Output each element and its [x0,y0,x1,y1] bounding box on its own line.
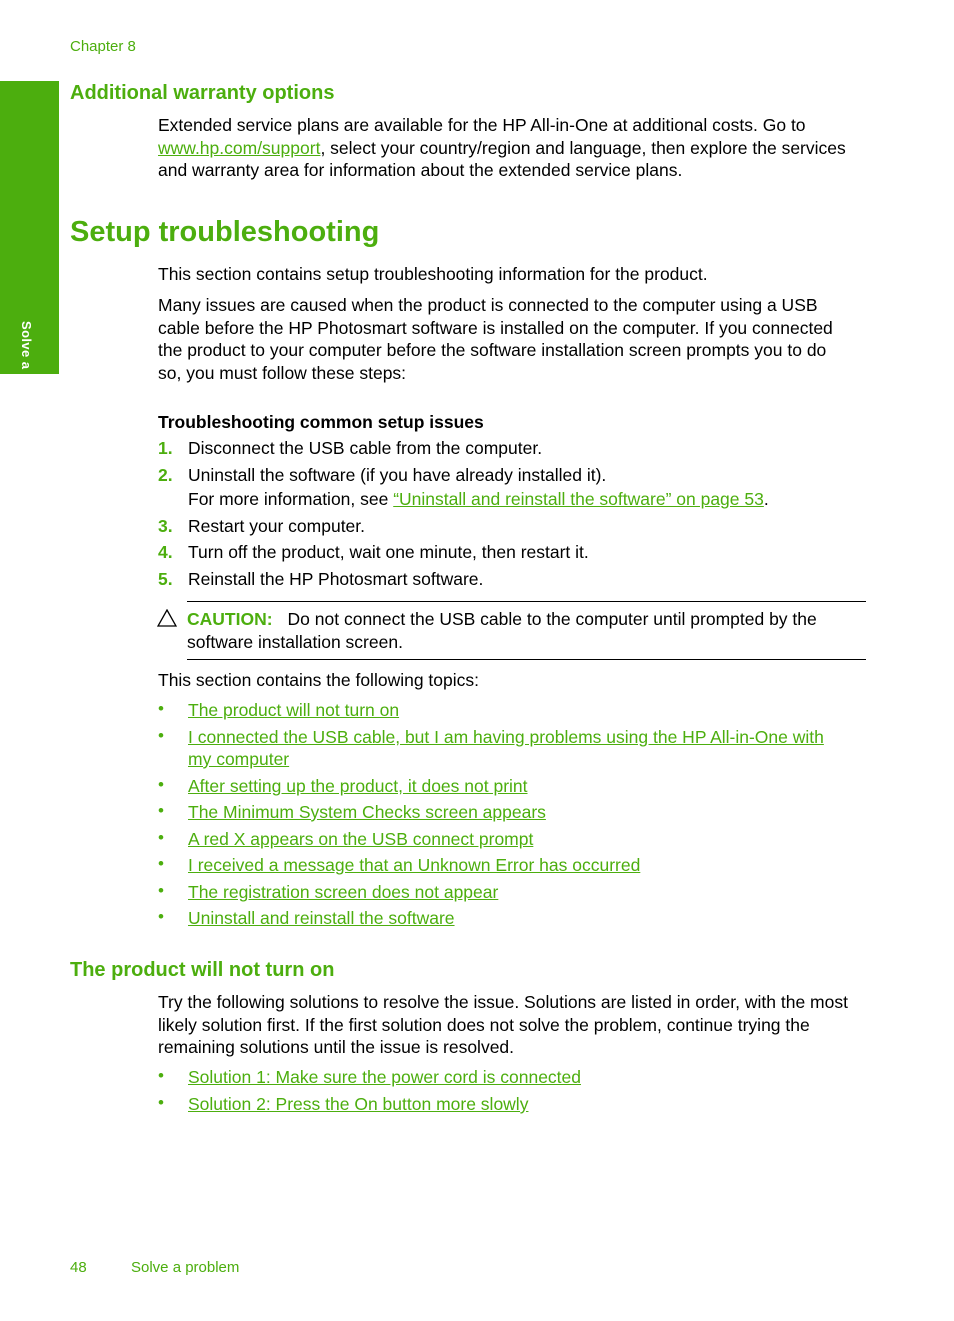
step-text: Turn off the product, wait one minute, then restart it. [188,542,589,562]
step-number: 5. [158,569,173,589]
bullet: • [158,699,164,718]
setup-subheading: Troubleshooting common setup issues [158,412,484,432]
chapter-label: Chapter 8 [70,38,136,55]
warranty-line-2 [158,137,878,160]
warranty-line-1: Extended service plans are available for the HP All-in-One at additional costs. Go to [158,115,806,135]
step-2-more-suffix: . [763,489,769,509]
step-number: 3. [158,516,173,536]
warranty-line-3: and warranty area for information about the extended service plans. [158,160,683,180]
bullet: • [158,726,164,745]
caution-triangle-icon [157,609,177,627]
uninstall-reference-link[interactable] [393,489,764,509]
solution-link[interactable]: Solution 2: Press the On button more slowly [188,1094,529,1114]
step-text: Reinstall the HP Photosmart software. [188,569,484,589]
power-paragraph [158,991,878,1059]
step-number: 2. [158,465,173,485]
setup-para-line: the product to your computer before the software installation screen prompts you to do [158,340,827,360]
footer-section: Solve a problem [131,1259,240,1276]
side-tab-label: Solve a problem [19,321,34,428]
step-2-more-prefix: For more information, see [188,489,394,509]
bullet: • [158,907,164,926]
solution-link[interactable]: Solution 1: Make sure the power cord is connected [188,1067,581,1087]
topic-link[interactable]: The registration screen does not appear [188,882,499,902]
power-line: Try the following solutions to resolve the issue. Solutions are listed in order, with the most [158,992,848,1012]
topics-intro: This section contains the following topics: [158,670,479,690]
topic-link[interactable]: After setting up the product, it does not print [188,776,528,796]
uninstall-reference-link-text[interactable]: “Uninstall and reinstall the software” on page 53 [393,489,764,509]
bullet: • [158,1066,164,1085]
hp-support-link[interactable]: www.hp.com/support [158,137,321,158]
bullet: • [158,775,164,794]
step-number: 4. [158,542,173,562]
bullet: • [158,801,164,820]
step-number: 1. [158,438,173,458]
step-text: Disconnect the USB cable from the computer. [188,438,543,458]
caution-bottom-rule [187,659,866,660]
step-text: Restart your computer. [188,516,366,536]
setup-intro: This section contains setup troubleshooting information for the product. [158,264,708,284]
caution-line-1: Do not connect the USB cable to the computer until prompted by the [287,609,817,629]
bullet: • [158,854,164,873]
topic-link-continued[interactable]: my computer [188,749,290,769]
setup-para-line: cable before the HP Photosmart software is installed on the computer. If you connected [158,317,833,338]
caution-top-rule [187,601,866,602]
power-line: remaining solutions until the issue is resolved. [158,1037,515,1057]
power-heading: The product will not turn on [70,959,335,981]
bullet: • [158,828,164,847]
bullet: • [158,1093,164,1112]
caution-line-2: software installation screen. [187,631,403,652]
warranty-heading: Additional warranty options [70,82,335,104]
setup-para-line: Many issues are caused when the product is connected to the computer using a USB [158,295,818,315]
topic-link[interactable]: Uninstall and reinstall the software [188,908,455,928]
topic-link[interactable]: The Minimum System Checks screen appears [188,802,546,822]
warranty-line-2-text: , select your country/region and language, then explore the services [320,137,846,158]
warranty-paragraph [158,114,878,182]
topic-link[interactable]: The product will not turn on [188,700,400,720]
page-title: Setup troubleshooting [70,216,380,248]
topic-link[interactable]: A red X appears on the USB connect prompt [188,829,534,849]
step-2-more-info [188,489,769,510]
caution-text [187,608,867,653]
topic-link[interactable]: I connected the USB cable, but I am having problems using the HP All-in-One with [188,727,824,747]
page-number: 48 [70,1259,87,1276]
setup-para-line: so, you must follow these steps: [158,362,407,383]
setup-paragraph [158,294,878,384]
power-line: likely solution first. If the first solution does not solve the problem, continue trying the [158,1014,810,1035]
caution-label: CAUTION: [187,609,273,629]
side-tab [0,81,59,428]
topic-link[interactable]: I received a message that an Unknown Error has occurred [188,855,641,875]
step-text: Uninstall the software (if you have already installed it). [188,465,607,485]
bullet: • [158,881,164,900]
